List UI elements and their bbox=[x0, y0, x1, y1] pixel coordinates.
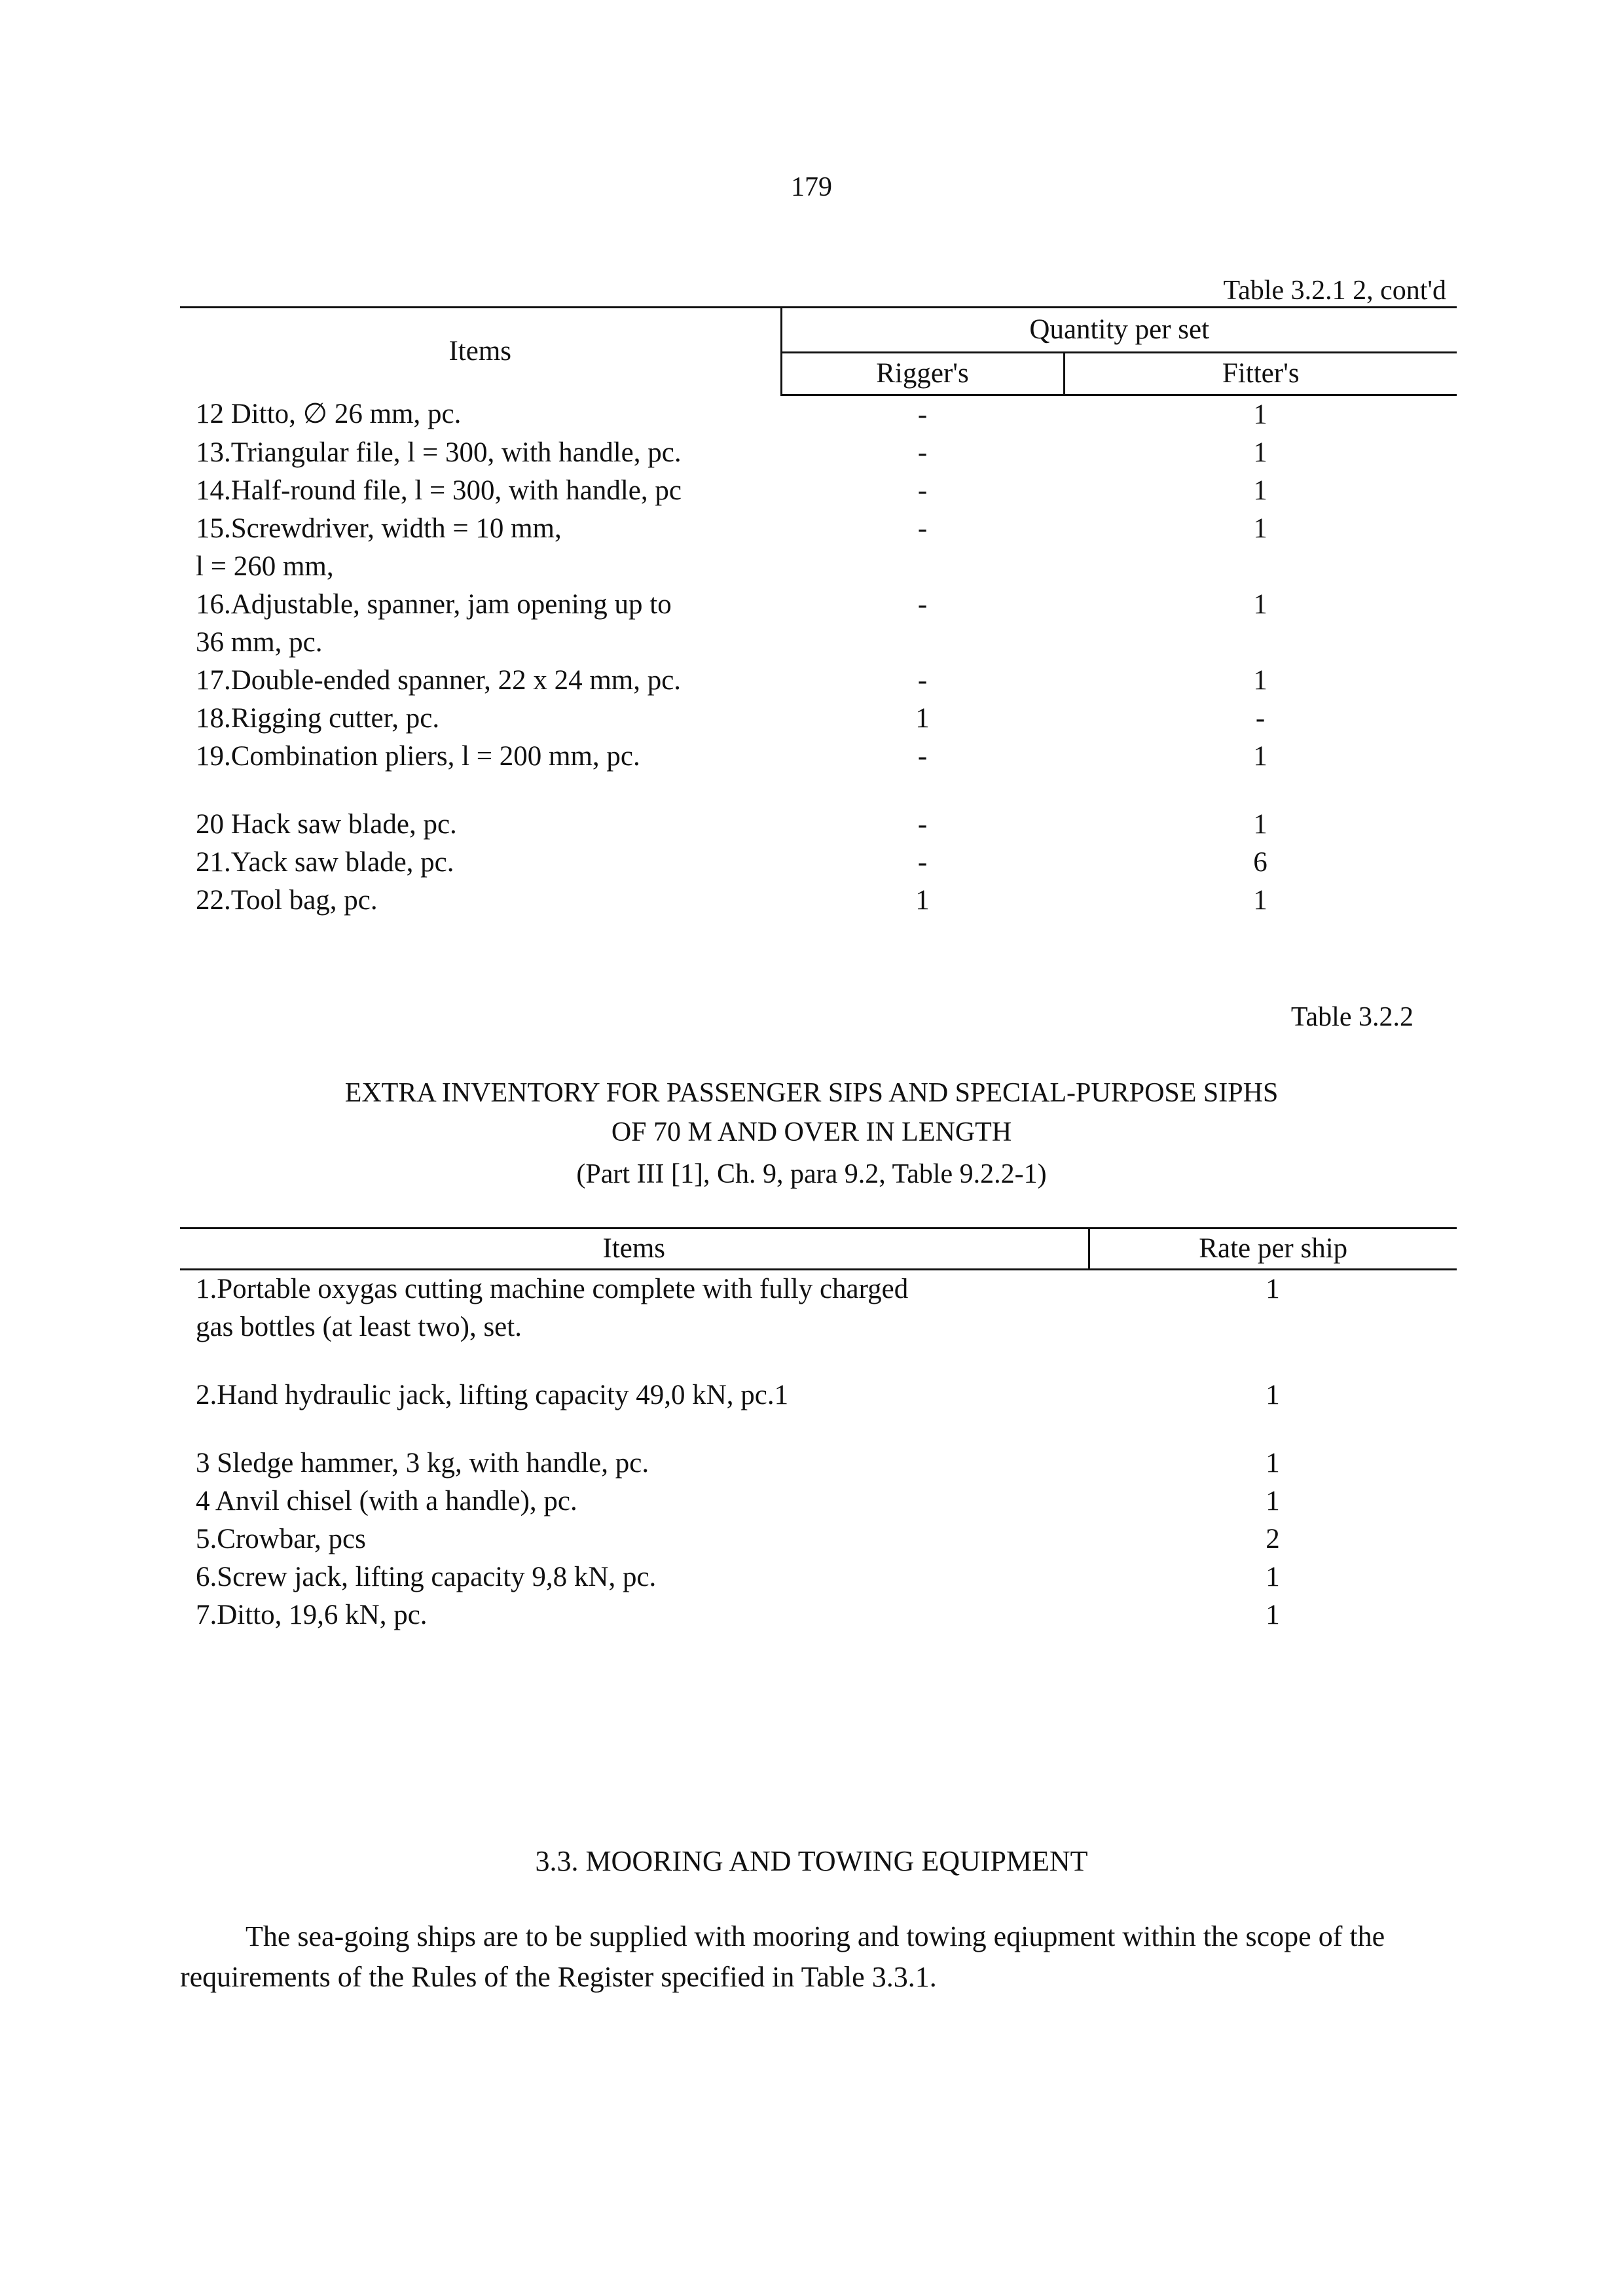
body-paragraph: The sea-going ships are to be supplied with mooring and towing eqiupment within the scope of the requirements of the Rules of the Register specified in Table 3.3.1. bbox=[180, 1920, 1385, 1993]
table-row bbox=[180, 738, 1457, 776]
item-cell: 3 Sledge hammer, 3 kg, with handle, pc. bbox=[196, 1448, 649, 1479]
item-cell: 2.Hand hydraulic jack, lifting capacity 49,0 kN, pc.1 bbox=[196, 1380, 789, 1410]
item-cell: 22.Tool bag, pc. bbox=[196, 885, 378, 916]
item-cell: 5.Crowbar, pcs bbox=[196, 1524, 366, 1554]
rigger-cell: - bbox=[917, 809, 928, 840]
item-cell: 18.Rigging cutter, pc. bbox=[196, 703, 440, 734]
table-caption: Table 3.2.1 2, cont'd bbox=[1223, 276, 1446, 306]
rigger-cell: - bbox=[917, 589, 928, 620]
rigger-cell: - bbox=[917, 513, 928, 544]
item-cell: 12 Ditto, ∅ 26 mm, pc. bbox=[196, 398, 462, 429]
table-caption: Table 3.2.2 bbox=[1290, 1002, 1413, 1032]
page-number: 179 bbox=[791, 172, 832, 202]
table-row bbox=[180, 1270, 1457, 1347]
table-row bbox=[180, 434, 1457, 472]
column-header-items: Items bbox=[180, 308, 781, 395]
table-row bbox=[180, 1596, 1457, 1634]
rigger-cell: - bbox=[917, 847, 928, 878]
table-row bbox=[180, 510, 1457, 586]
rate-cell: 1 bbox=[1266, 1380, 1280, 1410]
item-cell: 4 Anvil chisel (with a handle), pc. bbox=[196, 1486, 577, 1516]
table-row bbox=[180, 472, 1457, 510]
fitter-cell: 1 bbox=[1253, 513, 1267, 544]
table-row bbox=[180, 700, 1457, 738]
item-cell: 13.Triangular file, l = 300, with handle, pc. bbox=[196, 437, 682, 468]
column-header-items: Items bbox=[180, 1229, 1089, 1270]
item-cell: 17.Double-ended spanner, 22 x 24 mm, pc. bbox=[196, 665, 682, 696]
item-cell: 15.Screwdriver, width = 10 mm, l = 260 mm, bbox=[196, 513, 562, 582]
rigger-cell: 1 bbox=[915, 885, 930, 916]
column-header-fitter: Fitter's bbox=[1064, 353, 1457, 395]
row-spacer bbox=[180, 1414, 1457, 1444]
tool-set-table bbox=[180, 306, 1457, 920]
column-header-rigger: Rigger's bbox=[781, 353, 1064, 395]
rigger-cell: - bbox=[917, 475, 928, 506]
fitter-cell: 1 bbox=[1253, 741, 1267, 772]
table-row bbox=[180, 882, 1457, 920]
fitter-cell: 1 bbox=[1253, 475, 1267, 506]
fitter-cell: 1 bbox=[1253, 665, 1267, 696]
table-row bbox=[180, 1520, 1457, 1558]
table-row bbox=[180, 1482, 1457, 1520]
rigger-cell: - bbox=[917, 665, 928, 696]
fitter-cell: - bbox=[1255, 703, 1266, 734]
column-header-rate: Rate per ship bbox=[1089, 1229, 1457, 1270]
fitter-cell: 1 bbox=[1253, 885, 1267, 916]
rate-cell: 1 bbox=[1266, 1274, 1280, 1304]
row-spacer bbox=[180, 1346, 1457, 1376]
table-row bbox=[180, 844, 1457, 882]
rate-cell: 2 bbox=[1266, 1524, 1280, 1554]
table-row bbox=[180, 806, 1457, 844]
rate-cell: 1 bbox=[1266, 1486, 1280, 1516]
table-row bbox=[180, 586, 1457, 662]
fitter-cell: 1 bbox=[1253, 437, 1267, 468]
row-spacer bbox=[180, 776, 1457, 806]
column-header-quantity: Quantity per set bbox=[781, 308, 1457, 353]
fitter-cell: 1 bbox=[1253, 809, 1267, 840]
table-row bbox=[180, 1376, 1457, 1414]
rate-cell: 1 bbox=[1266, 1600, 1280, 1630]
item-cell: 6.Screw jack, lifting capacity 9,8 kN, pc. bbox=[196, 1562, 657, 1592]
item-cell: 14.Half-round file, l = 300, with handle, pc bbox=[196, 475, 682, 506]
table-row bbox=[180, 395, 1457, 435]
fitter-cell: 1 bbox=[1253, 399, 1267, 430]
table-row bbox=[180, 662, 1457, 700]
rigger-cell: 1 bbox=[915, 703, 930, 734]
item-cell: 7.Ditto, 19,6 kN, pc. bbox=[196, 1600, 428, 1630]
fitter-cell: 1 bbox=[1253, 589, 1267, 620]
item-cell: 21.Yack saw blade, pc. bbox=[196, 847, 454, 878]
rate-cell: 1 bbox=[1266, 1562, 1280, 1592]
table-heading: OF 70 M AND OVER IN LENGTH bbox=[611, 1117, 1012, 1147]
table-row bbox=[180, 1444, 1457, 1482]
item-cell: 19.Combination pliers, l = 200 mm, pc. bbox=[196, 741, 640, 772]
fitter-cell: 6 bbox=[1253, 847, 1267, 878]
item-cell: 16.Adjustable, spanner, jam opening up to 36 mm, pc. bbox=[196, 589, 672, 658]
item-cell: 20 Hack saw blade, pc. bbox=[196, 809, 457, 840]
rigger-cell: - bbox=[917, 399, 928, 430]
table-heading: EXTRA INVENTORY FOR PASSENGER SIPS AND SPECIAL-PURPOSE SIPHS bbox=[344, 1078, 1279, 1108]
section-title: 3.3. MOORING AND TOWING EQUIPMENT bbox=[535, 1845, 1088, 1877]
extra-inventory-table bbox=[180, 1227, 1457, 1634]
rate-cell: 1 bbox=[1266, 1448, 1280, 1479]
rigger-cell: - bbox=[917, 741, 928, 772]
table-row bbox=[180, 1558, 1457, 1596]
item-cell: 1.Portable oxygas cutting machine complete with fully charged gas bottles (at least two), set. bbox=[196, 1274, 909, 1342]
rigger-cell: - bbox=[917, 437, 928, 468]
table-heading-reference: (Part III [1], Ch. 9, para 9.2, Table 9.2.2-1) bbox=[576, 1159, 1047, 1189]
